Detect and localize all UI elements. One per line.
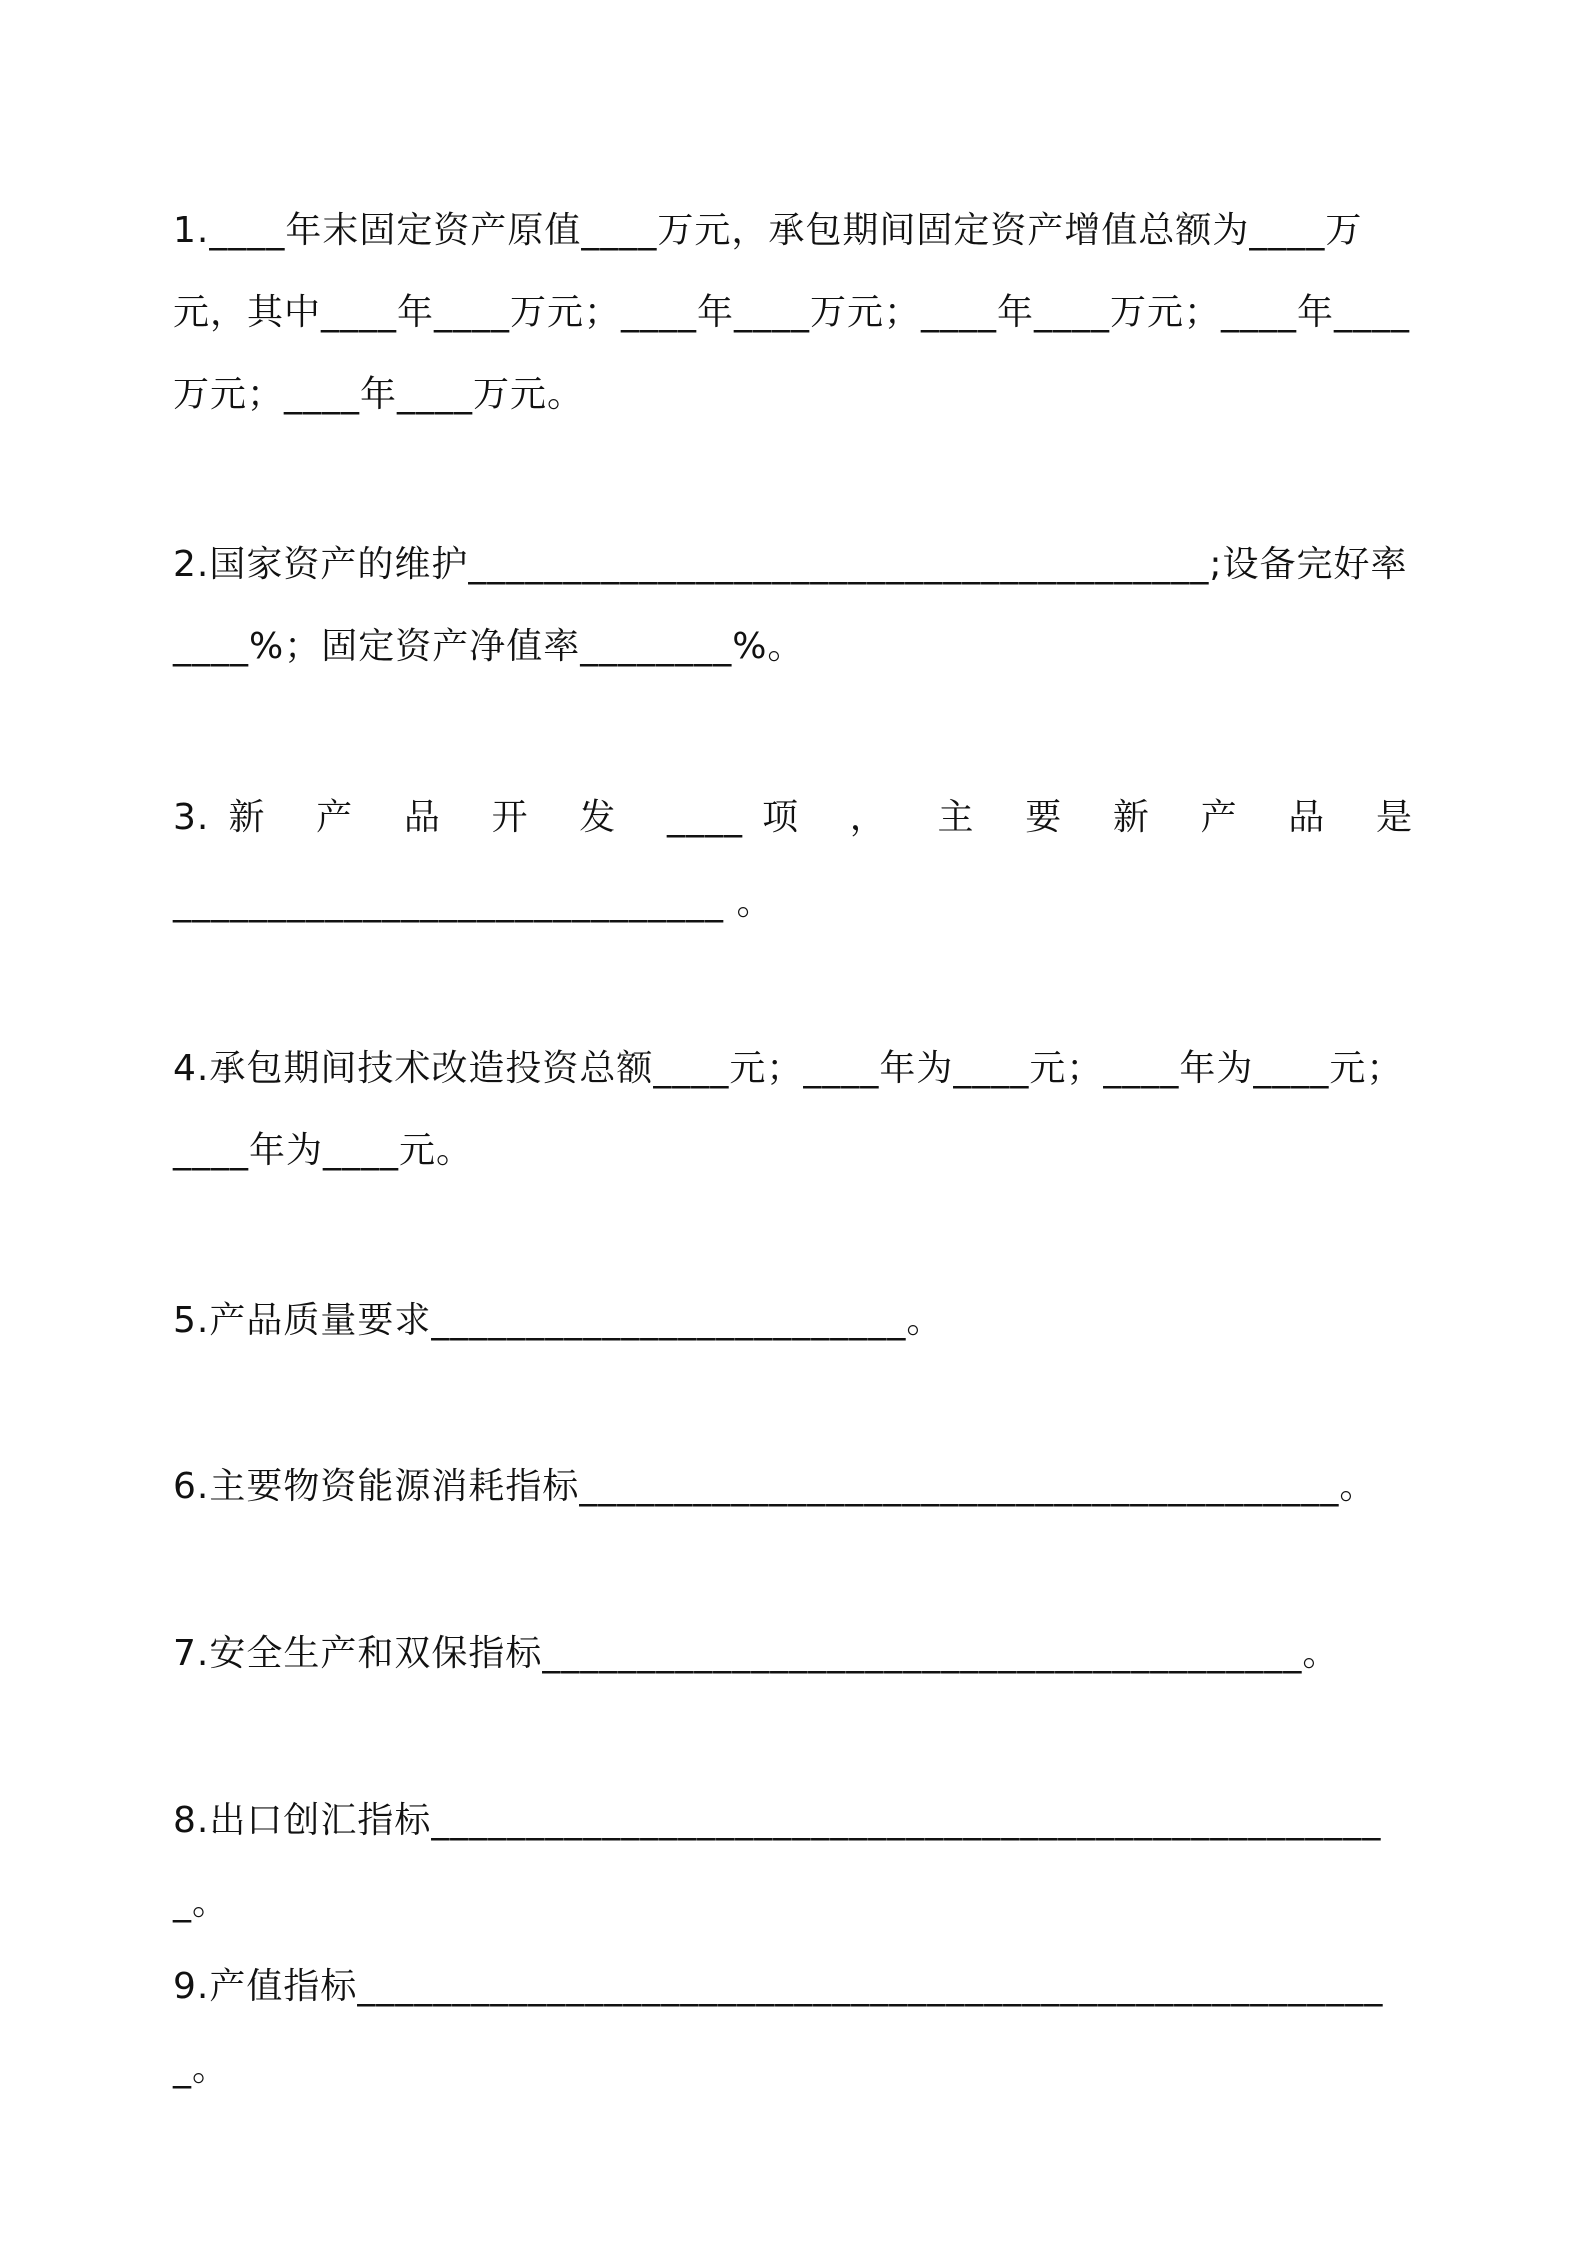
state-assets-maintenance-paragraph: 2.国家资产的维护_______________________________________;设备完好率____%；固定资产净值率________%。 [173, 544, 1408, 667]
material-energy-consumption-paragraph: 6.主要物资能源消耗指标________________________________________。 [173, 1466, 1377, 1507]
new-product-development-line2: _____________________________ 。 [173, 882, 774, 923]
new-product-development-line1: 3.新 产 品 开 发 ____项 ， 主 要 新 产 品 是 [173, 797, 1413, 838]
export-earnings-paragraph: 8.出口创汇指标___________________________________________________。 [173, 1800, 1382, 1923]
fixed-assets-paragraph: 1.____年末固定资产原值____万元，承包期间固定资产增值总额为____万元，其中____年____万元；____年____万元；____年____万元；____年____万元；____年____万元。 [173, 210, 1411, 415]
output-value-paragraph: 9.产值指标_______________________________________________________。 [173, 1966, 1384, 2089]
safety-production-paragraph: 7.安全生产和双保指标________________________________________。 [173, 1633, 1340, 1674]
product-quality-paragraph: 5.产品质量要求_________________________。 [173, 1300, 944, 1341]
tech-renovation-investment-paragraph: 4.承包期间技术改造投资总额____元；____年为____元；____年为____元；____年为____元。 [173, 1048, 1404, 1171]
